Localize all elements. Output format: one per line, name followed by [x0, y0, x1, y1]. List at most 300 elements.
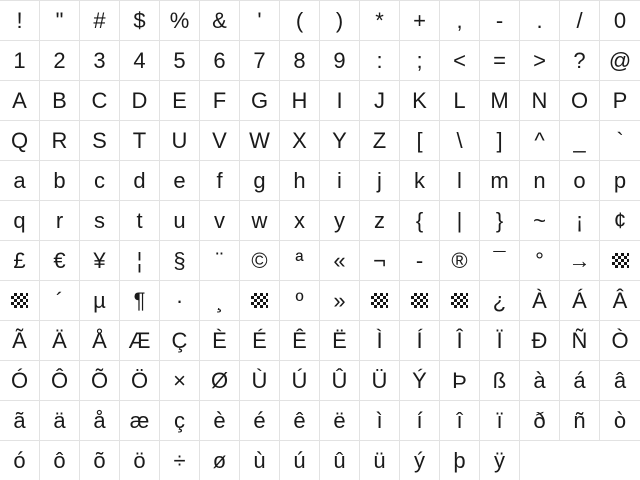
missing-glyph-icon: [411, 293, 428, 308]
glyph-cell[interactable]: [80, 1, 120, 41]
glyph-cell[interactable]: [200, 121, 240, 161]
glyph-cell[interactable]: [240, 121, 280, 161]
glyph-cell[interactable]: [440, 361, 480, 401]
glyph-cell[interactable]: [520, 321, 560, 361]
glyph-cell[interactable]: [520, 401, 560, 441]
glyph-cell[interactable]: [200, 401, 240, 441]
glyph-char: -: [495, 7, 504, 33]
glyph-char: Ô: [50, 367, 69, 393]
glyph-cell[interactable]: [40, 281, 80, 321]
glyph-cell[interactable]: [160, 321, 200, 361]
glyph-cell[interactable]: [120, 161, 160, 201]
glyph-char: õ: [93, 447, 106, 473]
glyph-cell[interactable]: [480, 321, 520, 361]
glyph-cell[interactable]: [40, 41, 80, 81]
glyph-char: ä: [53, 407, 66, 433]
glyph-char: (: [295, 7, 304, 33]
glyph-cell[interactable]: [360, 161, 400, 201]
glyph-cell[interactable]: [160, 281, 200, 321]
glyph-char: Á: [572, 287, 587, 313]
glyph-char: Ã: [12, 327, 27, 353]
glyph-cell[interactable]: [120, 121, 160, 161]
glyph-cell[interactable]: [200, 1, 240, 41]
glyph-char: X: [292, 127, 307, 153]
glyph-char: Y: [332, 127, 347, 153]
glyph-char: ë: [333, 407, 346, 433]
glyph-cell[interactable]: [0, 1, 40, 41]
glyph-cell[interactable]: [0, 401, 40, 441]
glyph-cell[interactable]: [400, 121, 440, 161]
glyph-cell[interactable]: [520, 81, 560, 121]
glyph-cell[interactable]: [400, 321, 440, 361]
glyph-char: 1: [13, 47, 26, 73]
glyph-cell[interactable]: [40, 241, 80, 281]
glyph-char: Ö: [130, 367, 149, 393]
glyph-cell[interactable]: [600, 121, 640, 161]
glyph-char: ': [257, 7, 262, 33]
glyph-char: Ä: [52, 327, 67, 353]
glyph-cell[interactable]: [400, 41, 440, 81]
glyph-cell[interactable]: [360, 321, 400, 361]
glyph-cell[interactable]: [200, 241, 240, 281]
glyph-char: M: [490, 87, 509, 113]
glyph-cell[interactable]: [520, 281, 560, 321]
glyph-char: ¥: [93, 247, 106, 273]
glyph-cell[interactable]: [360, 441, 400, 480]
glyph-cell[interactable]: [120, 321, 160, 361]
glyph-char: D: [131, 87, 148, 113]
glyph-char: û: [333, 447, 346, 473]
glyph-cell[interactable]: [0, 121, 40, 161]
glyph-char: V: [212, 127, 227, 153]
glyph-char: R: [51, 127, 68, 153]
glyph-char: î: [456, 407, 463, 433]
glyph-cell[interactable]: [160, 201, 200, 241]
glyph-cell[interactable]: [520, 161, 560, 201]
glyph-cell[interactable]: [240, 361, 280, 401]
glyph-char: Î: [456, 327, 463, 353]
glyph-char: w: [251, 207, 268, 233]
glyph-cell-notdef[interactable]: [400, 281, 440, 321]
glyph-cell[interactable]: [480, 161, 520, 201]
glyph-cell[interactable]: [80, 241, 120, 281]
glyph-cell[interactable]: [560, 41, 600, 81]
glyph-cell[interactable]: [0, 241, 40, 281]
glyph-char: Â: [612, 287, 628, 313]
glyph-cell[interactable]: [400, 81, 440, 121]
glyph-cell[interactable]: [560, 81, 600, 121]
glyph-cell[interactable]: [320, 1, 360, 41]
glyph-cell[interactable]: [400, 441, 440, 480]
glyph-char: ß: [492, 367, 507, 393]
glyph-cell[interactable]: [160, 241, 200, 281]
glyph-char: Õ: [90, 367, 109, 393]
glyph-char: â: [613, 367, 627, 393]
glyph-cell[interactable]: [320, 121, 360, 161]
glyph-cell-notdef[interactable]: [0, 281, 40, 321]
glyph-char: `: [616, 127, 624, 153]
glyph-cell[interactable]: [520, 361, 560, 401]
glyph-char: ®: [451, 247, 468, 273]
glyph-char: á: [573, 367, 586, 393]
glyph-char: n: [533, 167, 546, 193]
glyph-cell[interactable]: [480, 441, 520, 480]
glyph-cell[interactable]: [240, 241, 280, 281]
glyph-cell[interactable]: [80, 81, 120, 121]
missing-glyph-icon: [451, 293, 468, 308]
glyph-cell[interactable]: [320, 201, 360, 241]
glyph-cell[interactable]: [440, 121, 480, 161]
glyph-cell[interactable]: [40, 201, 80, 241]
glyph-char: A: [12, 87, 27, 113]
glyph-char: f: [216, 167, 223, 193]
glyph-cell[interactable]: [280, 81, 320, 121]
glyph-cell[interactable]: [320, 281, 360, 321]
glyph-cell[interactable]: [480, 281, 520, 321]
glyph-cell[interactable]: [120, 201, 160, 241]
glyph-char: L: [453, 87, 466, 113]
glyph-cell[interactable]: [80, 281, 120, 321]
glyph-cell[interactable]: [120, 81, 160, 121]
glyph-cell[interactable]: [40, 321, 80, 361]
glyph-cell[interactable]: [440, 401, 480, 441]
glyph-cell[interactable]: [600, 1, 640, 41]
glyph-cell[interactable]: [280, 361, 320, 401]
glyph-char: l: [457, 167, 462, 193]
glyph-cell[interactable]: [40, 121, 80, 161]
glyph-cell[interactable]: [40, 81, 80, 121]
glyph-cell[interactable]: [240, 81, 280, 121]
glyph-char: 5: [173, 47, 186, 73]
glyph-char: #: [93, 7, 106, 33]
glyph-cell[interactable]: [240, 441, 280, 480]
glyph-char: ,: [456, 7, 463, 33]
glyph-cell[interactable]: [40, 1, 80, 41]
glyph-cell[interactable]: [40, 441, 80, 480]
glyph-char: æ: [129, 407, 150, 433]
glyph-cell[interactable]: [160, 441, 200, 480]
glyph-cell[interactable]: [0, 361, 40, 401]
glyph-cell[interactable]: [160, 161, 200, 201]
glyph-cell[interactable]: [160, 41, 200, 81]
glyph-cell[interactable]: [80, 321, 120, 361]
glyph-cell[interactable]: [120, 241, 160, 281]
glyph-char: T: [132, 127, 147, 153]
glyph-cell[interactable]: [280, 441, 320, 480]
glyph-cell[interactable]: [200, 321, 240, 361]
glyph-cell[interactable]: [360, 241, 400, 281]
glyph-cell[interactable]: [320, 161, 360, 201]
glyph-cell[interactable]: [400, 161, 440, 201]
glyph-char: ×: [173, 367, 186, 393]
glyph-cell[interactable]: [560, 161, 600, 201]
glyph-cell[interactable]: [200, 281, 240, 321]
glyph-char: F: [212, 87, 227, 113]
glyph-cell[interactable]: [0, 201, 40, 241]
glyph-char: ù: [253, 447, 266, 473]
glyph-cell[interactable]: [320, 401, 360, 441]
glyph-cell[interactable]: [320, 81, 360, 121]
glyph-cell[interactable]: [560, 281, 600, 321]
glyph-cell[interactable]: [120, 1, 160, 41]
glyph-char: W: [249, 127, 270, 153]
glyph-char: p: [613, 167, 627, 193]
glyph-char: ¡: [575, 207, 584, 233]
glyph-cell[interactable]: [480, 361, 520, 401]
empty-cell: [600, 441, 640, 480]
glyph-cell[interactable]: [320, 361, 360, 401]
glyph-cell[interactable]: [200, 361, 240, 401]
glyph-cell[interactable]: [480, 401, 520, 441]
glyph-cell[interactable]: [40, 401, 80, 441]
glyph-cell[interactable]: [360, 1, 400, 41]
glyph-cell[interactable]: [560, 241, 600, 281]
glyph-char: g: [253, 167, 266, 193]
glyph-cell-notdef[interactable]: [440, 281, 480, 321]
glyph-char: Ò: [611, 327, 629, 353]
glyph-cell[interactable]: [80, 441, 120, 480]
glyph-cell[interactable]: [360, 401, 400, 441]
glyph-cell[interactable]: [600, 321, 640, 361]
glyph-cell[interactable]: [400, 201, 440, 241]
glyph-cell[interactable]: [320, 441, 360, 480]
glyph-cell[interactable]: [560, 1, 600, 41]
glyph-cell[interactable]: [160, 1, 200, 41]
glyph-char: u: [173, 207, 186, 233]
glyph-cell[interactable]: [600, 201, 640, 241]
glyph-cell[interactable]: [160, 81, 200, 121]
glyph-cell[interactable]: [360, 361, 400, 401]
glyph-cell[interactable]: [120, 281, 160, 321]
glyph-cell[interactable]: [280, 201, 320, 241]
glyph-char: @: [608, 47, 632, 73]
glyph-cell[interactable]: [80, 41, 120, 81]
glyph-char: :: [376, 47, 383, 73]
glyph-cell[interactable]: [280, 401, 320, 441]
glyph-char: ¯: [493, 247, 506, 273]
glyph-char: è: [213, 407, 226, 433]
glyph-cell[interactable]: [280, 161, 320, 201]
glyph-cell[interactable]: [440, 81, 480, 121]
glyph-char: €: [53, 247, 66, 273]
glyph-char: ò: [613, 407, 627, 433]
glyph-char: +: [413, 7, 426, 33]
glyph-cell[interactable]: [80, 161, 120, 201]
glyph-cell[interactable]: [280, 281, 320, 321]
glyph-cell[interactable]: [40, 161, 80, 201]
glyph-cell[interactable]: [480, 201, 520, 241]
glyph-cell[interactable]: [480, 41, 520, 81]
glyph-cell[interactable]: [160, 121, 200, 161]
glyph-cell[interactable]: [200, 161, 240, 201]
glyph-cell[interactable]: [440, 441, 480, 480]
glyph-cell[interactable]: [240, 161, 280, 201]
glyph-cell[interactable]: [440, 241, 480, 281]
glyph-cell[interactable]: [280, 41, 320, 81]
glyph-cell[interactable]: [200, 41, 240, 81]
glyph-cell[interactable]: [280, 321, 320, 361]
glyph-cell[interactable]: [360, 201, 400, 241]
glyph-cell[interactable]: [200, 441, 240, 480]
glyph-cell[interactable]: [360, 121, 400, 161]
glyph-cell[interactable]: [440, 161, 480, 201]
glyph-char: y: [334, 207, 345, 233]
glyph-cell[interactable]: [600, 41, 640, 81]
glyph-char: ¸: [215, 287, 224, 313]
glyph-cell[interactable]: [120, 401, 160, 441]
glyph-char: Ø: [210, 367, 229, 393]
glyph-char: Ñ: [571, 327, 588, 353]
glyph-cell[interactable]: [480, 1, 520, 41]
glyph-char: Æ: [128, 327, 151, 353]
glyph-cell[interactable]: [80, 361, 120, 401]
glyph-cell[interactable]: [600, 361, 640, 401]
glyph-cell[interactable]: [240, 1, 280, 41]
glyph-cell[interactable]: [560, 201, 600, 241]
glyph-cell[interactable]: [240, 321, 280, 361]
glyph-char: .: [536, 7, 543, 33]
glyph-cell[interactable]: [240, 401, 280, 441]
glyph-char: U: [171, 127, 188, 153]
glyph-char: ô: [53, 447, 66, 473]
glyph-char: È: [212, 327, 227, 353]
glyph-char: 9: [333, 47, 346, 73]
glyph-char: >: [533, 47, 546, 73]
glyph-cell[interactable]: [280, 121, 320, 161]
glyph-cell-notdef[interactable]: [240, 281, 280, 321]
glyph-cell[interactable]: [0, 41, 40, 81]
glyph-cell[interactable]: [40, 361, 80, 401]
glyph-char: ·: [175, 287, 184, 313]
glyph-char: 8: [293, 47, 306, 73]
glyph-cell[interactable]: [440, 1, 480, 41]
glyph-char: =: [493, 47, 506, 73]
glyph-char: Q: [10, 127, 29, 153]
glyph-cell[interactable]: [520, 201, 560, 241]
glyph-char: Ù: [251, 367, 268, 393]
glyph-cell[interactable]: [320, 241, 360, 281]
glyph-cell[interactable]: [80, 201, 120, 241]
glyph-cell[interactable]: [360, 41, 400, 81]
glyph-char: ö: [133, 447, 146, 473]
glyph-char: }: [495, 207, 504, 233]
glyph-cell[interactable]: [560, 361, 600, 401]
glyph-char: z: [374, 207, 385, 233]
glyph-char: ¿: [492, 287, 507, 313]
glyph-char: I: [336, 87, 343, 113]
glyph-cell[interactable]: [80, 401, 120, 441]
glyph-cell[interactable]: [400, 1, 440, 41]
glyph-char: P: [612, 87, 628, 113]
glyph-cell-notdef[interactable]: [600, 241, 640, 281]
glyph-char: ¦: [136, 247, 143, 273]
glyph-cell[interactable]: [360, 81, 400, 121]
glyph-cell[interactable]: [480, 121, 520, 161]
glyph-char: Ý: [412, 367, 427, 393]
glyph-cell[interactable]: [600, 81, 640, 121]
glyph-cell[interactable]: [320, 321, 360, 361]
glyph-char: º: [295, 287, 304, 313]
glyph-cell[interactable]: [520, 241, 560, 281]
glyph-cell[interactable]: [440, 201, 480, 241]
glyph-char: Ó: [10, 367, 29, 393]
glyph-cell[interactable]: [520, 1, 560, 41]
glyph-char: i: [337, 167, 342, 193]
glyph-cell[interactable]: [600, 401, 640, 441]
glyph-cell[interactable]: [240, 201, 280, 241]
glyph-cell[interactable]: [600, 161, 640, 201]
glyph-char: å: [93, 407, 106, 433]
glyph-char: -: [415, 247, 424, 273]
glyph-char: 7: [253, 47, 266, 73]
glyph-char: Å: [92, 327, 107, 353]
glyph-char: e: [173, 167, 186, 193]
glyph-cell[interactable]: [400, 361, 440, 401]
glyph-char: ê: [293, 407, 306, 433]
glyph-cell[interactable]: [560, 121, 600, 161]
glyph-char: K: [412, 87, 427, 113]
glyph-char: x: [294, 207, 305, 233]
glyph-char: N: [531, 87, 548, 113]
glyph-cell[interactable]: [400, 401, 440, 441]
glyph-cell[interactable]: [480, 241, 520, 281]
glyph-char: Í: [416, 327, 423, 353]
glyph-cell[interactable]: [0, 161, 40, 201]
glyph-char: Ü: [371, 367, 388, 393]
glyph-cell[interactable]: [120, 441, 160, 480]
glyph-cell[interactable]: [400, 241, 440, 281]
glyph-char: H: [291, 87, 308, 113]
glyph-cell-notdef[interactable]: [360, 281, 400, 321]
glyph-cell[interactable]: [240, 41, 280, 81]
glyph-char: $: [133, 7, 146, 33]
glyph-char: «: [333, 247, 346, 273]
glyph-cell[interactable]: [320, 41, 360, 81]
glyph-char: k: [414, 167, 425, 193]
glyph-cell[interactable]: [280, 1, 320, 41]
glyph-cell[interactable]: [440, 321, 480, 361]
glyph-cell[interactable]: [160, 361, 200, 401]
glyph-cell[interactable]: [560, 401, 600, 441]
glyph-cell[interactable]: [200, 201, 240, 241]
glyph-cell[interactable]: [120, 41, 160, 81]
glyph-cell[interactable]: [80, 121, 120, 161]
glyph-char: ÷: [173, 447, 186, 473]
glyph-char: ´: [55, 287, 64, 313]
glyph-char: ]: [496, 127, 503, 153]
glyph-char: é: [253, 407, 266, 433]
glyph-char: Þ: [452, 367, 467, 393]
glyph-cell[interactable]: [440, 41, 480, 81]
glyph-cell[interactable]: [200, 81, 240, 121]
glyph-cell[interactable]: [160, 401, 200, 441]
glyph-cell[interactable]: [600, 281, 640, 321]
glyph-cell[interactable]: [280, 241, 320, 281]
glyph-char: Ç: [171, 327, 188, 353]
glyph-char: þ: [453, 447, 466, 473]
glyph-cell[interactable]: [0, 81, 40, 121]
glyph-char: ): [335, 7, 344, 33]
glyph-cell[interactable]: [0, 441, 40, 480]
glyph-cell[interactable]: [560, 321, 600, 361]
glyph-cell[interactable]: [0, 321, 40, 361]
missing-glyph-icon: [612, 253, 629, 268]
glyph-char: _: [573, 127, 586, 153]
glyph-cell[interactable]: [480, 81, 520, 121]
glyph-cell[interactable]: [520, 121, 560, 161]
glyph-cell[interactable]: [120, 361, 160, 401]
glyph-cell[interactable]: [520, 41, 560, 81]
